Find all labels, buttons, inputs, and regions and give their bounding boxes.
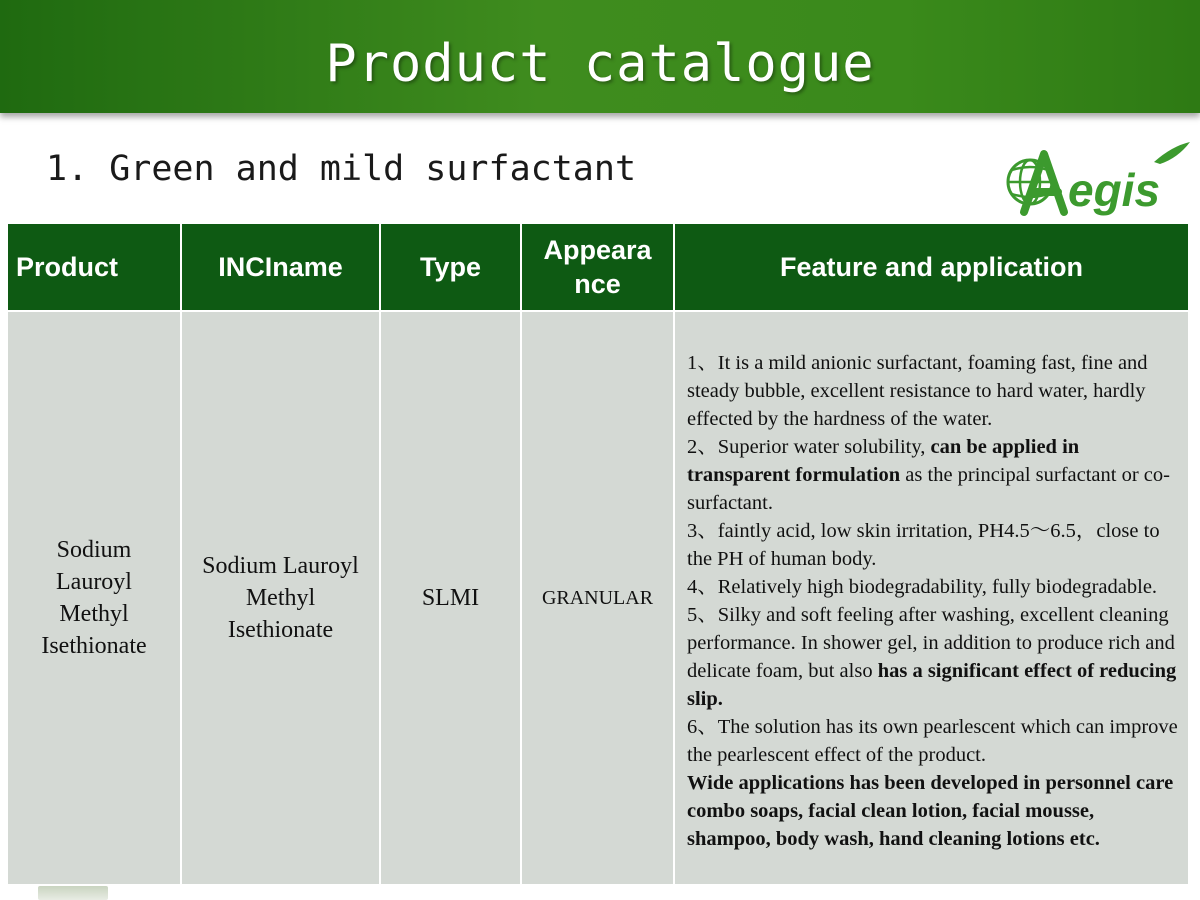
table-row [7,311,1189,885]
svg-text:egis: egis [1068,164,1161,216]
feature-text: 2、Superior water solubility, [687,436,931,458]
title-banner [0,0,1200,113]
product-name-line: Methyl [59,601,129,627]
table-header-row [7,223,1189,311]
appearance-cell: GRANULAR [521,311,674,885]
feature-text: 5、Silky and soft feeling after washing, excellent cleaning performance. In shower gel, in addition to produce rich and delicate foam, but also [687,604,1175,682]
header-appearance-line-2: nce [574,269,621,299]
header-appearance [521,223,674,311]
header-feature-application: Feature and application [674,223,1189,311]
feature-application-cell [674,311,1189,885]
decorative-strip [38,886,108,900]
applications-summary: Wide applications has been developed in personnel care combo soaps, facial clean lotion, facial mousse, shampoo, body wash, hand cleaning lotions etc. [687,772,1174,850]
product-name-cell [7,311,181,885]
product-name-line: Isethionate [41,633,147,659]
inci-name-line: Sodium Lauroyl [202,553,359,579]
type-cell: SLMI [380,311,521,885]
feature-item-1: 1、It is a mild anionic surfactant, foaming fast, fine and steady bubble, excellent resistance to hard water, hardly effected by the hardness of the water. [687,352,1148,430]
page-title: Product catalogue [325,34,875,94]
header-product: Product [7,223,181,311]
inci-name-line: Isethionate [227,617,334,643]
header-inciname: INCIname [181,223,380,311]
inci-name-cell [181,311,380,885]
aegis-logo [1004,140,1194,222]
product-name-line: Lauroyl [56,569,132,595]
header-appearance-line-1: Appeara [543,235,652,265]
section-heading: 1. Green and mild surfactant [46,149,637,189]
feature-text: as the principal surfactant or co-surfactant. [687,464,1170,514]
feature-highlight: can be applied in transparent formulation [687,436,1080,486]
feature-item-3: 3、faintly acid, low skin irritation, PH4.5～6.5，close to the PH of human body. [687,520,1160,570]
product-name-line: Sodium [56,537,132,563]
feature-item-6: 6、The solution has its own pearlescent which can improve the pearlescent effect of the product. [687,716,1178,766]
product-table [6,222,1190,886]
inci-name-line: Methyl [245,585,316,611]
feature-item-4: 4、Relatively high biodegradability, fully biodegradable. [687,576,1158,598]
feature-highlight: has a significant effect of reducing slip. [687,660,1177,710]
feature-item-5 [687,601,1178,713]
feature-item-2 [687,433,1178,517]
header-type: Type [380,223,521,311]
